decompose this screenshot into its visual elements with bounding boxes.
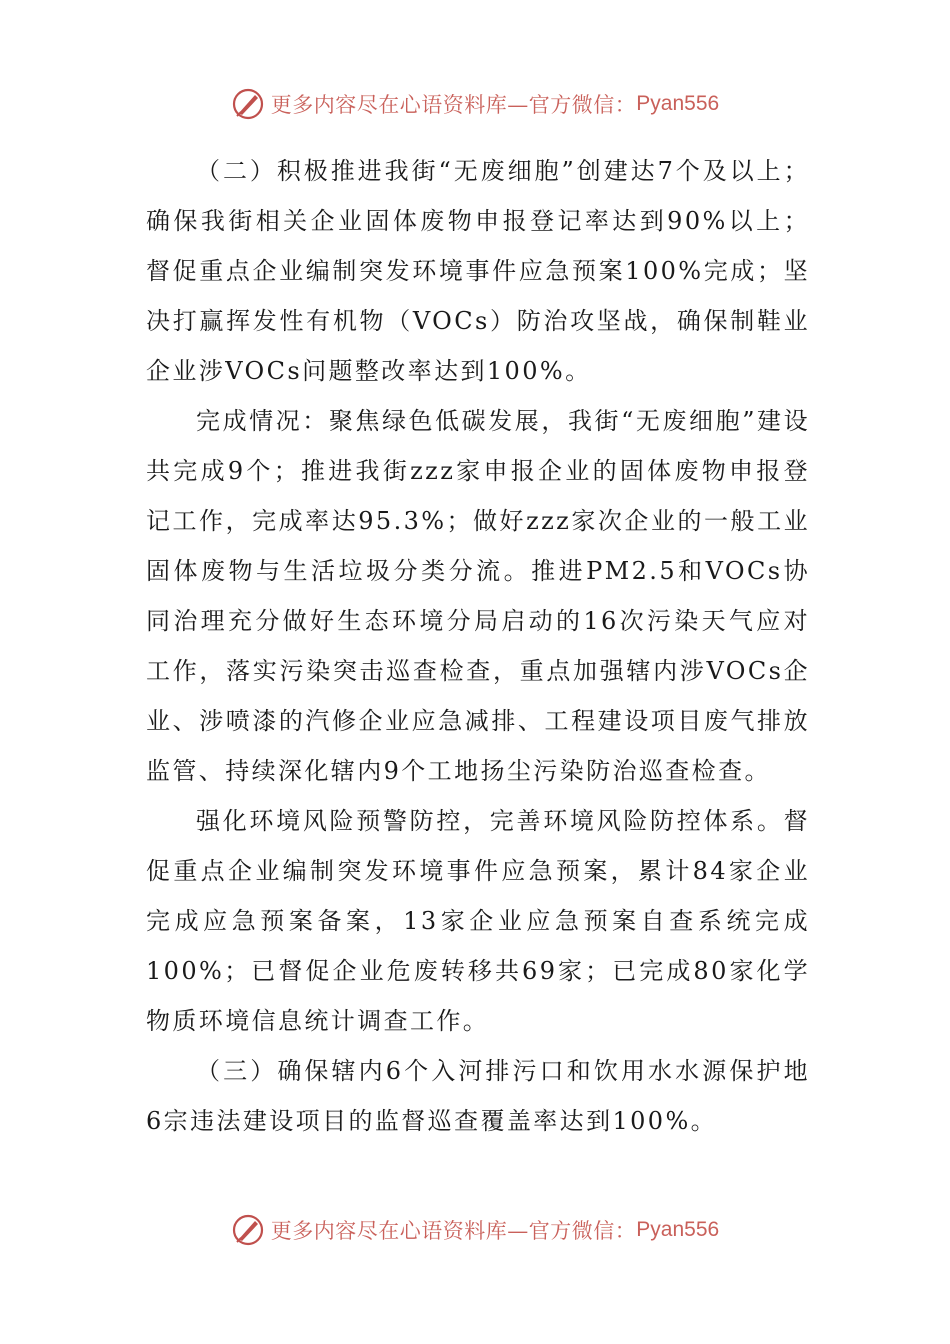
header-watermark	[0, 84, 950, 124]
footer-watermark	[0, 1210, 950, 1250]
document-body	[146, 146, 810, 1146]
watermark-text: 更多内容尽在心语资料库—官方微信：	[270, 93, 637, 117]
paragraph-risk-control: 强化环境风险预警防控，完善环境风险防控体系。督促重点企业编制突发环境事件应急预案，累计84家企业完成应急预案备案，13家企业应急预案自查系统完成100%；已督促企业危废转移共69家；已完成80家化学物质环境信息统计调查工作。	[146, 807, 810, 1035]
watermark-text: 更多内容尽在心语资料库—官方微信：	[270, 1219, 637, 1243]
paragraph-section-2: （二）积极推进我街“无废细胞”创建达7个及以上；确保我街相关企业固体废物申报登记率达到90%以上；督促重点企业编制突发环境事件应急预案100%完成；坚决打赢挥发性有机物（VOCs）防治攻坚战，确保制鞋业企业涉VOCs问题整改率达到100%。	[146, 157, 810, 385]
watermark-wechat-id: Pyan556	[636, 92, 720, 115]
quill-logo-icon	[231, 87, 265, 121]
quill-logo-icon	[231, 1213, 265, 1247]
watermark-wechat-id: Pyan556	[636, 1218, 720, 1241]
paragraph-completion-status: 完成情况：聚焦绿色低碳发展，我街“无废细胞”建设共完成9个；推进我街zzz家申报企业的固体废物申报登记工作，完成率达95.3%；做好zzz家次企业的一般工业固体废物与生活垃圾分类分流。推进PM2.5和VOCs协同治理充分做好生态环境分局启动的16次污染天气应对工作，落实污染突击巡查检查，重点加强辖内涉VOCs企业、涉喷漆的汽修企业应急减排、工程建设项目废气排放监管、持续深化辖内9个工地扬尘污染防治巡查检查。	[146, 407, 810, 785]
paragraph-section-3: （三）确保辖内6个入河排污口和饮用水水源保护地6宗违法建设项目的监督巡查覆盖率达到100%。	[146, 1057, 810, 1135]
